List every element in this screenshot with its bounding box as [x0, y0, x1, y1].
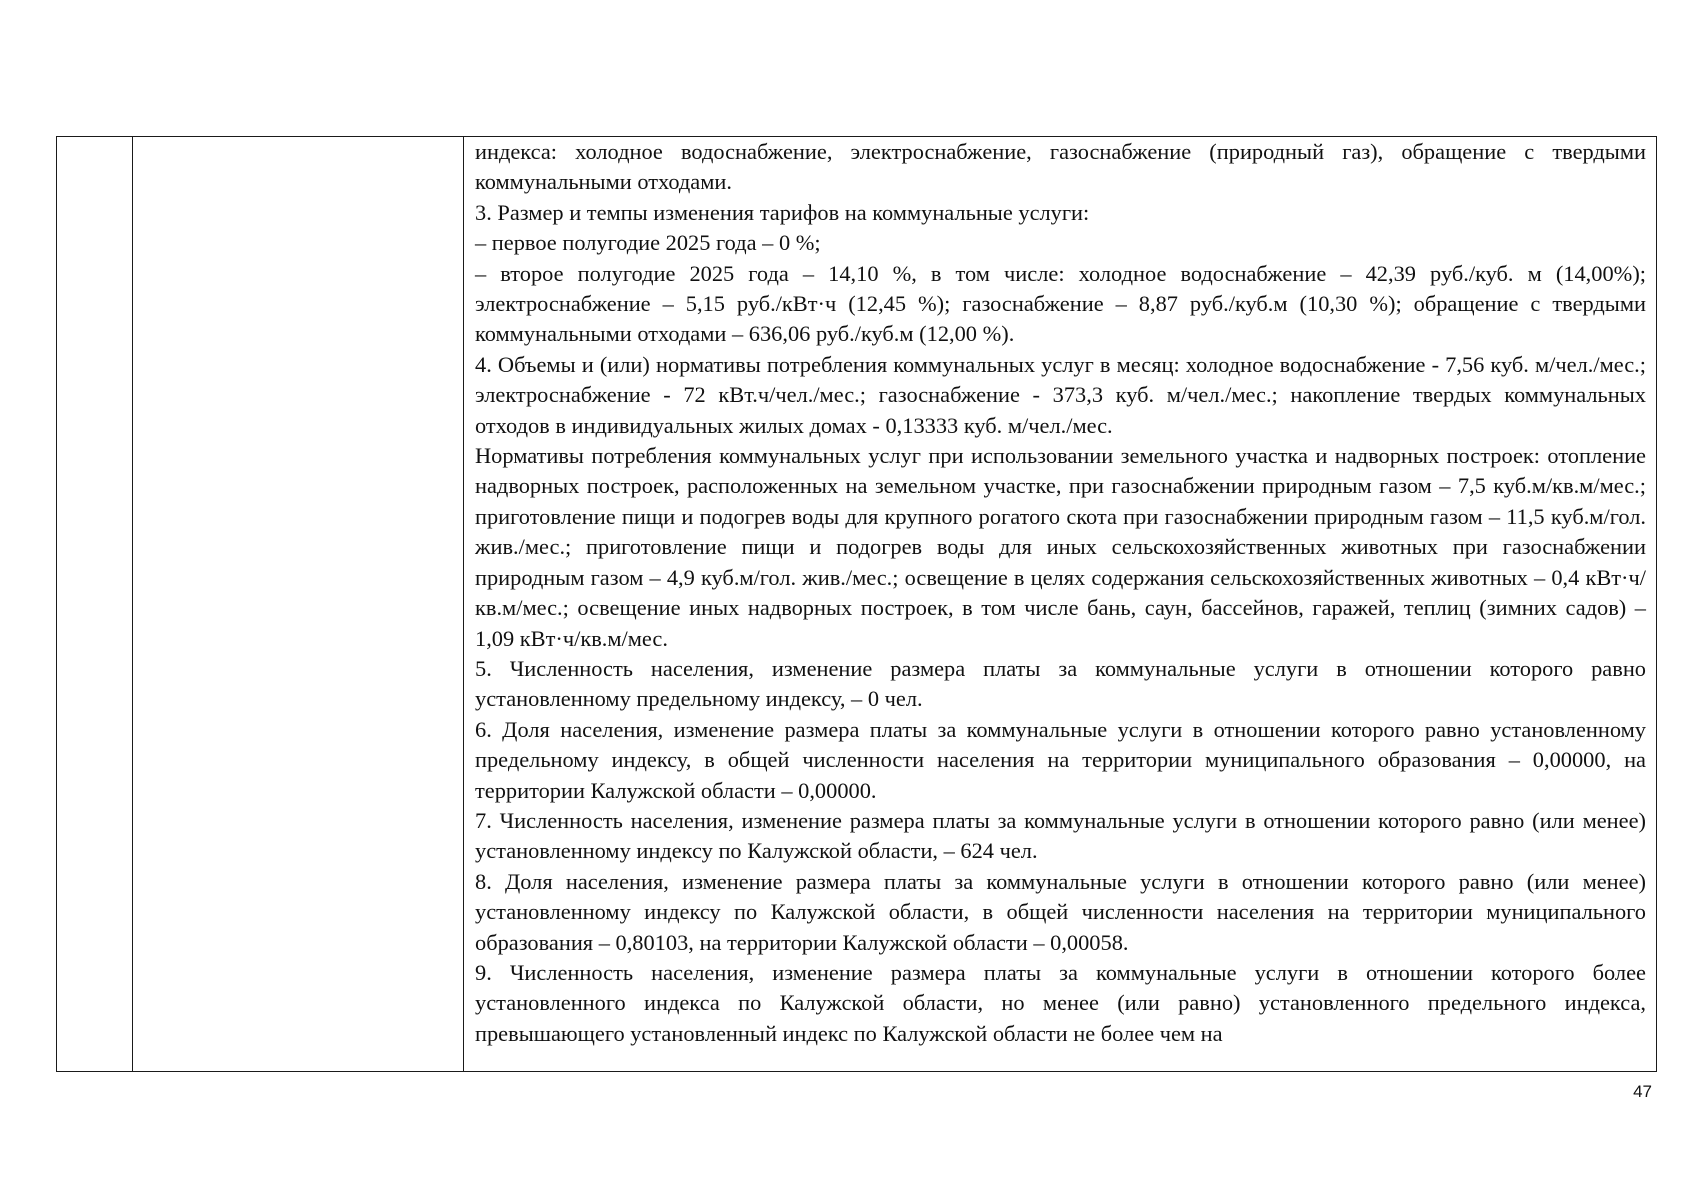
- paragraph-share-region-index: 8. Доля населения, изменение размера платы за коммунальные услуги в отношении которого равно (или менее) установленному индексу по Калужской области, в общей численности населения на территории муниципального образования – 0,80103, на территории Калужской области – 0,00058.: [475, 868, 1646, 955]
- paragraph-consumption-norms: Нормативы потребления коммунальных услуг при использовании земельного участка и надворных построек: отопление надворных построек, расположенных на земельном участке, при газоснабжении природным газом – 7,5 куб.м/кв.м/мес.; приготовление пищи и подогрев воды для крупного рогатого скота при газоснабжении природным газом – 11,5 куб.м/гол. жив./мес.; приготовление пищи и подогрев воды для иных сельскохозяйственных животных при газоснабжении природным газом – 4,9 куб.м/гол. жив./мес.; освещение в целях содержания сельскохозяйственных животных – 0,4 кВт·ч/кв.м/мес.; освещение иных надворных построек, в том числе бань, саун, бассейнов, гаражей, теплиц (зимних садов) – 1,09 кВт·ч/кв.м/мес.: [475, 443, 1646, 651]
- table-cell-number: [57, 137, 133, 1071]
- document-table: [56, 136, 1657, 1072]
- paragraph-population-limit-index: 5. Численность населения, изменение размера платы за коммунальные услуги в отношении которого равно установленному предельному индексу, – 0 чел.: [475, 655, 1646, 712]
- table-cell-name: [133, 137, 464, 1071]
- paragraph-consumption-volumes: 4. Объемы и (или) нормативы потребления коммунальных услуг в месяц: холодное водоснабжение - 7,56 куб. м/чел./мес.; электроснабжение - 72 кВт.ч/чел./мес.; газоснабжение - 373,3 куб. м/чел./мес.; накопление твердых коммунальных отходов в индивидуальных жилых домах - 0,13333 куб. м/чел./мес.: [475, 351, 1646, 438]
- paragraph-tariff-first-half: – первое полугодие 2025 года – 0 %;: [475, 230, 821, 256]
- paragraph-population-above-index: 9. Численность населения, изменение размера платы за коммунальные услуги в отношении которого более установленного индекса по Калужской области, но менее (или равно) установленного предельного индекса, превышающего установленный индекс по Калужской области не более чем на: [475, 959, 1646, 1046]
- paragraph-tariff-second-half: – второе полугодие 2025 года – 14,10 %, в том числе: холодное водоснабжение – 42,39 руб./куб. м (14,00%); электроснабжение – 5,15 руб./кВт·ч (12,45 %); газоснабжение – 8,87 руб./куб.м (10,30 %); обращение с твердыми коммунальными отходами – 636,06 руб./куб.м (12,00 %).: [475, 260, 1646, 347]
- paragraph-share-limit-index: 6. Доля населения, изменение размера платы за коммунальные услуги в отношении которого равно установленному предельному индексу, в общей численности населения на территории муниципального образования – 0,00000, на территории Калужской области – 0,00000.: [475, 716, 1646, 803]
- page-number: 47: [1633, 1082, 1652, 1101]
- paragraph-tariff-heading: 3. Размер и темпы изменения тарифов на коммунальные услуги:: [475, 199, 1090, 225]
- paragraph-index-list: индекса: холодное водоснабжение, электроснабжение, газоснабжение (природный газ), обращение с твердыми коммунальными отходами.: [475, 139, 1646, 195]
- table-cell-content: [464, 137, 1656, 1071]
- paragraph-population-region-index: 7. Численность населения, изменение размера платы за коммунальные услуги в отношении которого равно (или менее) установленному индексу по Калужской области, – 624 чел.: [475, 807, 1646, 864]
